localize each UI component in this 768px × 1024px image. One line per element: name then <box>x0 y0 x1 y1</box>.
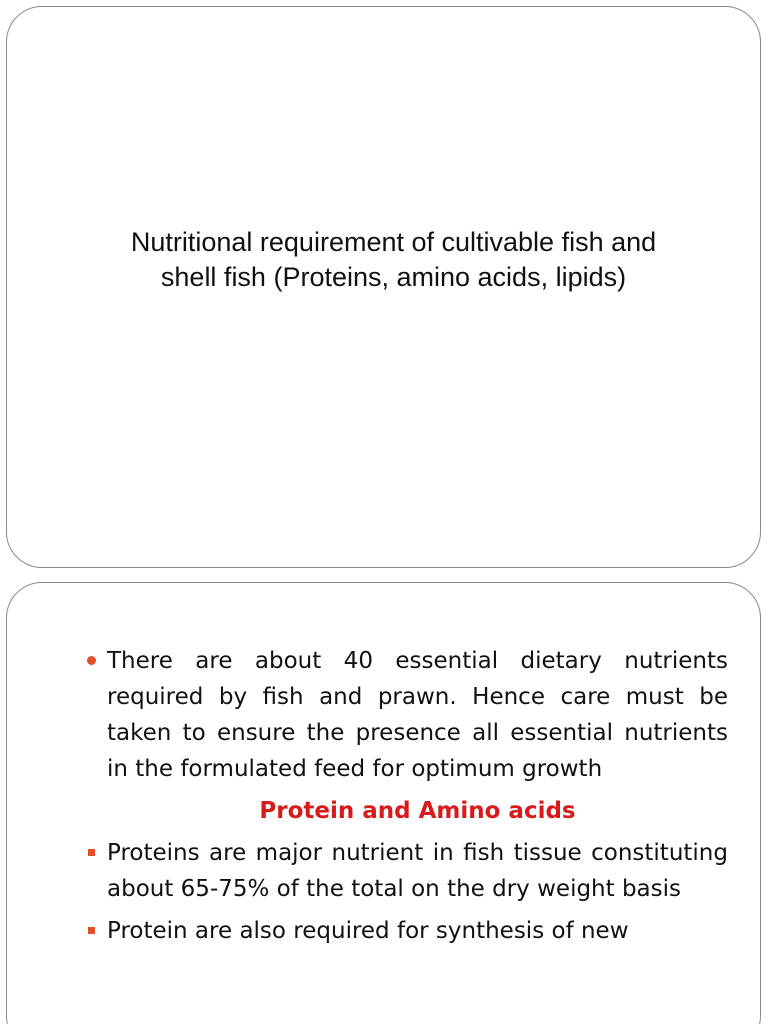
title-line-2: shell fish (Proteins, amino acids, lipids) <box>160 262 627 292</box>
list-item <box>107 913 728 949</box>
square-bullet-icon <box>85 835 99 871</box>
intro-bullet-text: There are about 40 essential dietary nutrients required by fish and prawn. Hence care must be taken to ensure the presence all essential nutrients in the formulated feed for optimum growth <box>107 648 728 782</box>
intro-bullet <box>107 643 728 787</box>
title-slide <box>6 6 761 568</box>
slide-content <box>107 643 728 949</box>
content-slide <box>6 582 761 1024</box>
section-heading: Protein and Amino acids <box>259 798 576 824</box>
square-bullet-icon <box>85 913 99 949</box>
list-item <box>107 835 728 907</box>
slide-title <box>67 225 720 295</box>
list-item-text: Protein are also required for synthesis of new <box>107 918 629 944</box>
round-bullet-icon <box>85 643 99 679</box>
list-item-text: Proteins are major nutrient in fish tissue constituting about 65-75% of the total on the dry weight basis <box>107 840 728 902</box>
title-line-1: Nutritional requirement of cultivable fish and <box>130 227 657 257</box>
